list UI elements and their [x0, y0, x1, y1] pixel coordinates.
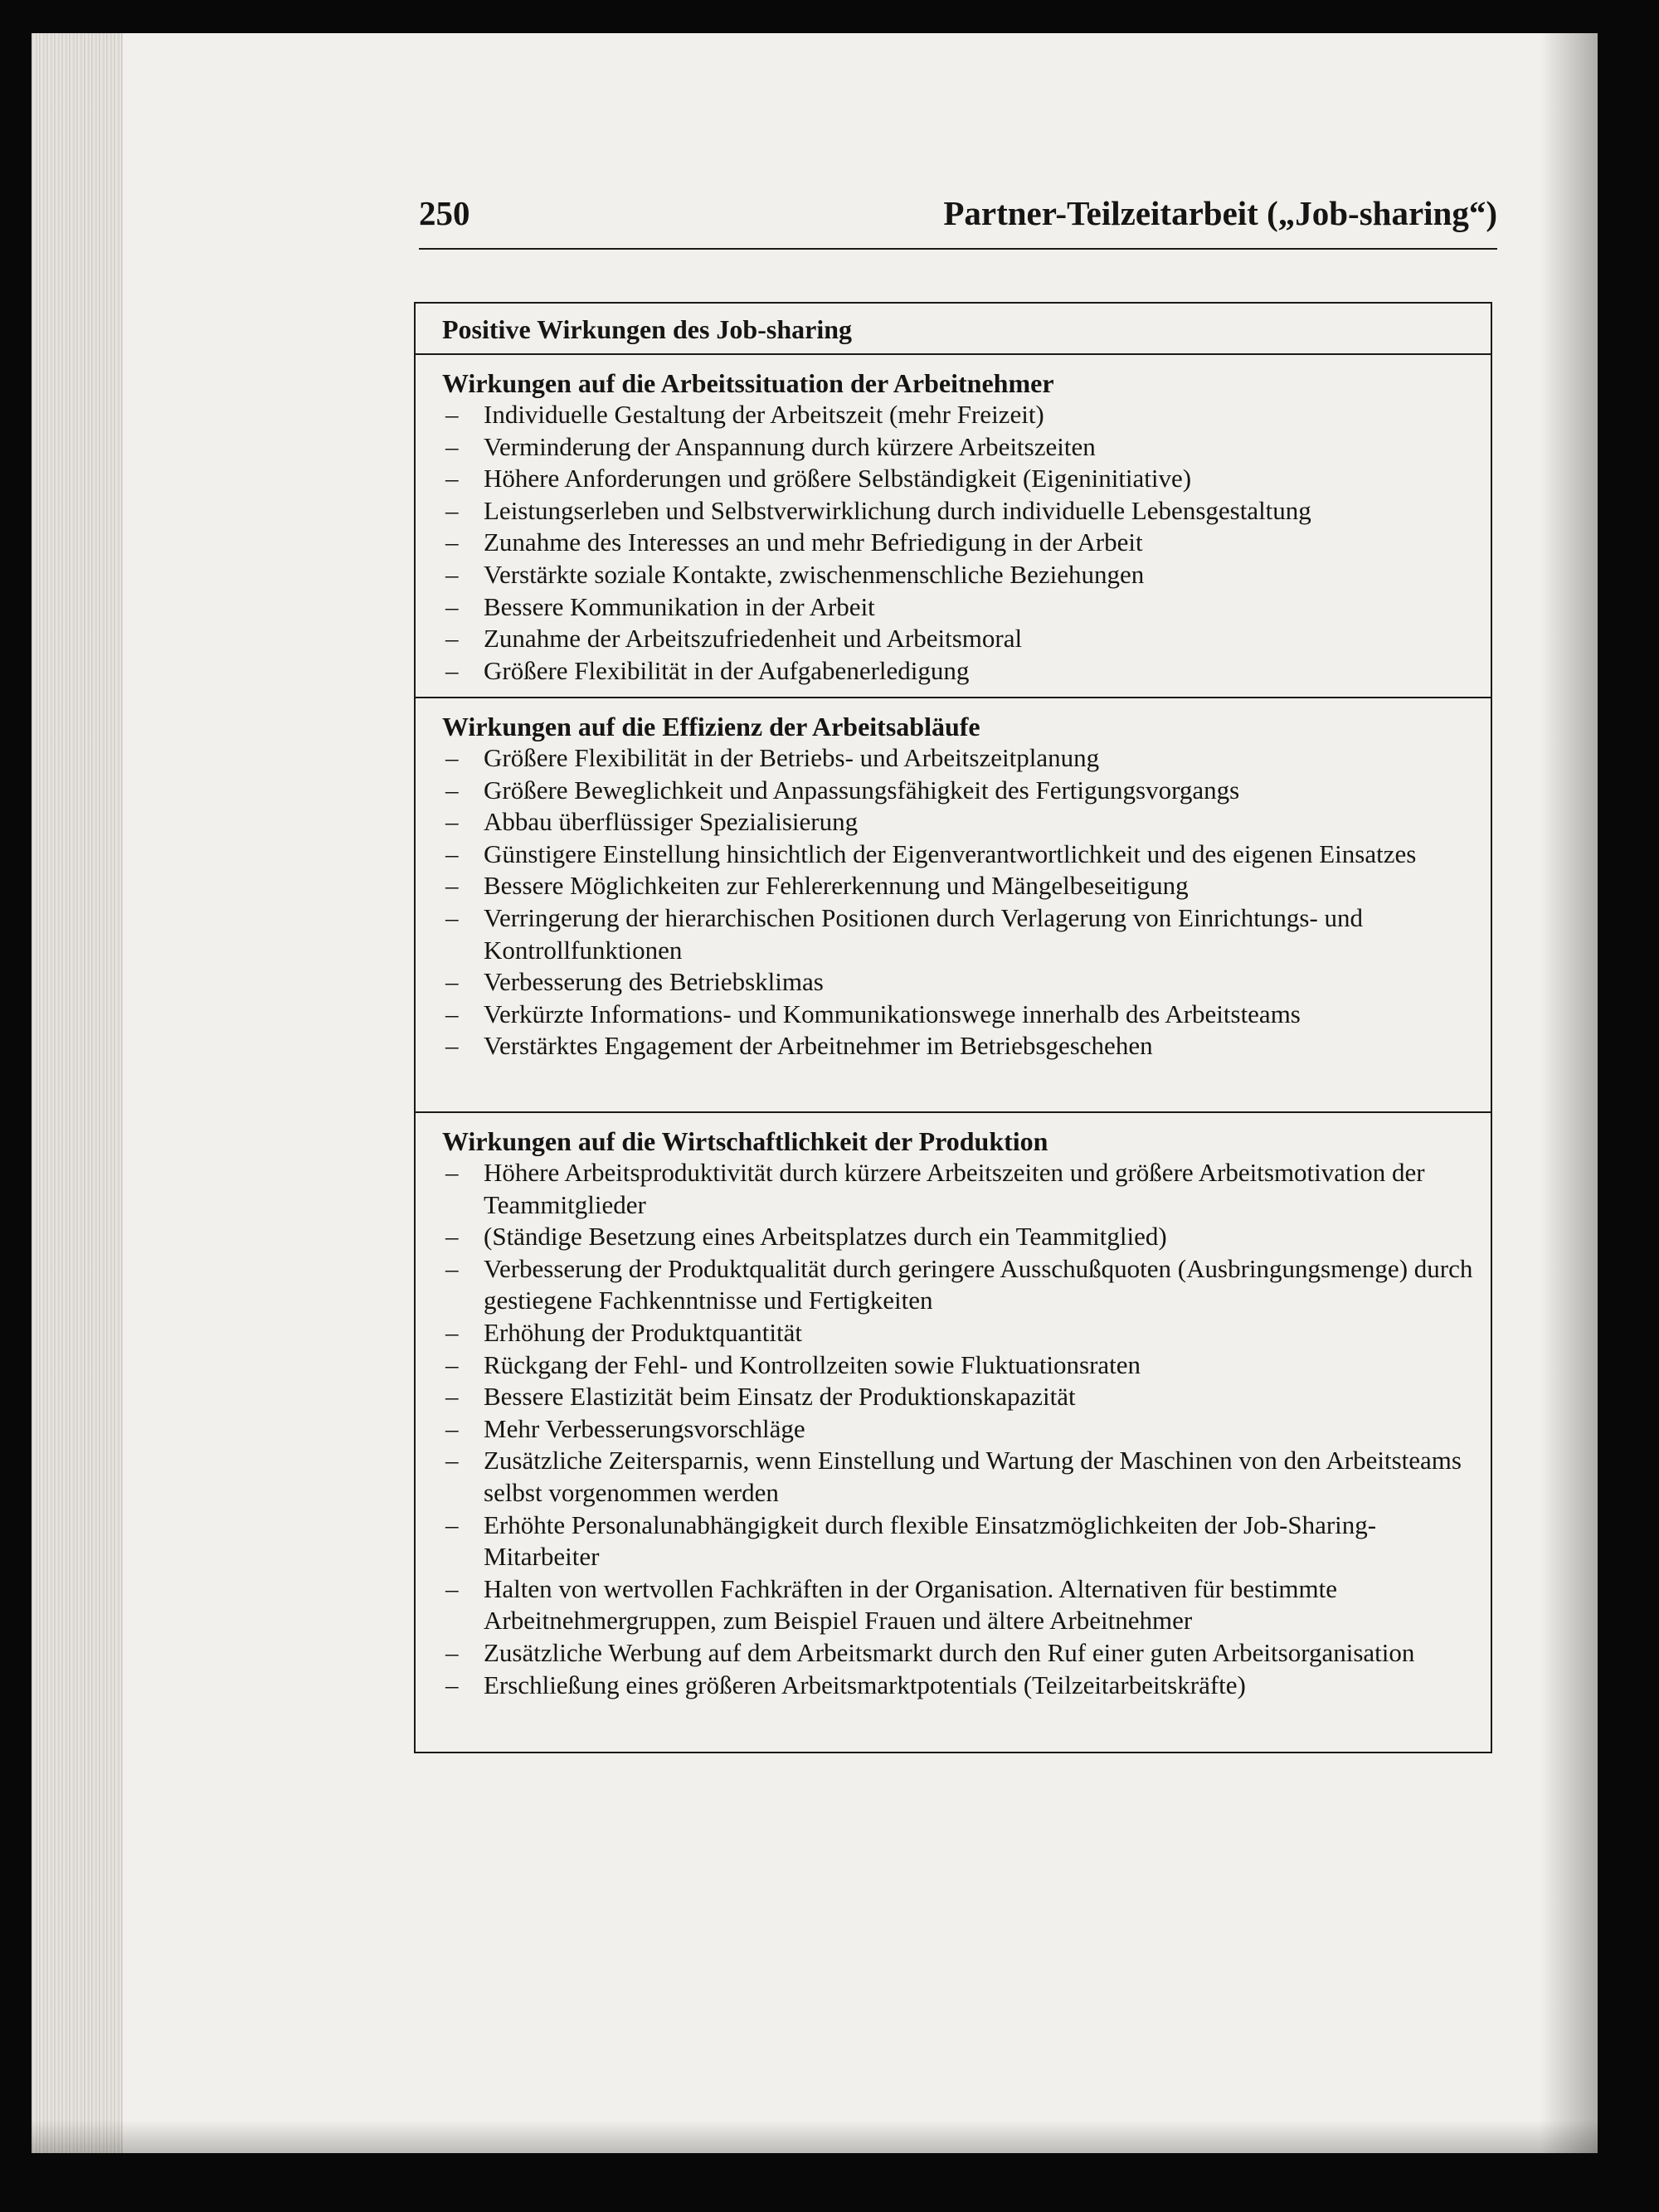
item-text: Verbesserung der Produktqualität durch geringere Ausschußquoten (Ausbringungsmenge) durch gestiegene Fachkenntnisse und Fertigkeiten: [484, 1253, 1473, 1315]
item-text: Rückgang der Fehl- und Kontrollzeiten sowie Fluktuationsraten: [484, 1349, 1141, 1379]
item-text: Zusätzliche Zeitersparnis, wenn Einstellung und Wartung der Maschinen von den Arbeitsteams selbst vorgenommen werden: [484, 1446, 1462, 1507]
item-text: Erhöhung der Produktquantität: [484, 1317, 802, 1347]
item-text: Mehr Verbesserungsvorschläge: [484, 1413, 805, 1443]
page-edges: [32, 33, 123, 2153]
list-item: [442, 1670, 1474, 1702]
dash-marker: –: [445, 1349, 459, 1379]
dash-marker: –: [445, 464, 459, 493]
dash-marker: –: [445, 1670, 459, 1699]
dash-marker: –: [445, 527, 459, 557]
list-item: [442, 1637, 1474, 1670]
section-efficiency: [416, 698, 1491, 1113]
bottom-edge-shadow: [32, 2120, 1598, 2153]
item-list: [442, 1157, 1474, 1701]
list-item: [442, 1030, 1474, 1062]
item-text: Höhere Arbeitsproduktivität durch kürzere Arbeitszeiten und größere Arbeitsmotivation der Teammitglieder: [484, 1158, 1425, 1219]
dash-marker: –: [445, 1031, 459, 1061]
list-item: [442, 839, 1474, 871]
gutter-shadow: [1540, 33, 1598, 2153]
list-item: [442, 1381, 1474, 1413]
list-item: [442, 527, 1474, 559]
list-item: [442, 775, 1474, 807]
item-list: [442, 399, 1474, 687]
item-text: Verringerung der hierarchischen Positionen durch Verlagerung von Einrichtungs- und Kontrollfunktionen: [484, 902, 1364, 965]
dash-marker: –: [445, 431, 459, 461]
dash-marker: –: [445, 775, 459, 805]
header-rule: [419, 248, 1497, 250]
list-item: [442, 559, 1474, 591]
list-item: [442, 1317, 1474, 1349]
dash-marker: –: [445, 1382, 459, 1412]
list-item: [442, 399, 1474, 431]
section-economy: [416, 1113, 1491, 1752]
section-title: Wirkungen auf die Effizienz der Arbeitsabläufe: [442, 712, 980, 741]
dash-marker: –: [445, 1317, 459, 1347]
list-item: [442, 870, 1474, 902]
item-text: Größere Flexibilität in der Betriebs- und Arbeitszeitplanung: [484, 743, 1100, 772]
list-item: [442, 1573, 1474, 1637]
list-item: [442, 1221, 1474, 1253]
dash-marker: –: [445, 839, 459, 868]
item-text: Leistungserleben und Selbstverwirklichung durch individuelle Lebensgestaltung: [484, 495, 1311, 525]
dash-marker: –: [445, 1253, 459, 1283]
effects-table: [414, 302, 1492, 1753]
list-item: [442, 742, 1474, 775]
item-text: Günstigere Einstellung hinsichtlich der Eigenverantwortlichkeit und des eigenen Einsatzes: [484, 839, 1417, 868]
running-title: Partner-Teilzeitarbeit („Job-sharing“): [943, 194, 1497, 232]
dash-marker: –: [445, 1222, 459, 1252]
list-item: [442, 999, 1474, 1031]
item-text: Größere Beweglichkeit und Anpassungsfähigkeit des Fertigungsvorgangs: [484, 775, 1240, 805]
dash-marker: –: [445, 999, 459, 1028]
running-head: [419, 189, 1497, 237]
dash-marker: –: [445, 902, 459, 932]
item-text: Erhöhte Personalunabhängigkeit durch flexible Einsatzmöglichkeiten der Job-Sharing-Mitarbeiter: [484, 1510, 1377, 1572]
list-item: [442, 1157, 1474, 1221]
dash-marker: –: [445, 1446, 459, 1475]
item-text: Größere Flexibilität in der Aufgabenerledigung: [484, 655, 970, 685]
list-item: [442, 1510, 1474, 1573]
dash-marker: –: [445, 807, 459, 837]
item-text: Verbesserung des Betriebsklimas: [484, 967, 824, 997]
list-item: [442, 902, 1474, 966]
list-item: [442, 431, 1474, 464]
list-item: [442, 806, 1474, 839]
list-item: [442, 623, 1474, 655]
list-item: [442, 966, 1474, 999]
item-text: Verkürzte Informations- und Kommunikationswege innerhalb des Arbeitsteams: [484, 999, 1301, 1028]
item-text: Abbau überflüssiger Spezialisierung: [484, 807, 859, 837]
list-item: [442, 655, 1474, 688]
item-text: Bessere Elastizität beim Einsatz der Produktionskapazität: [484, 1382, 1076, 1412]
dash-marker: –: [445, 591, 459, 621]
list-item: [442, 1253, 1474, 1317]
dash-marker: –: [445, 400, 459, 429]
dash-marker: –: [445, 743, 459, 772]
page-number: 250: [419, 194, 470, 232]
dash-marker: –: [445, 495, 459, 525]
list-item: [442, 495, 1474, 527]
dash-marker: –: [445, 1573, 459, 1603]
item-text: Höhere Anforderungen und größere Selbständigkeit (Eigeninitiative): [484, 464, 1192, 493]
item-text: Halten von wertvollen Fachkräften in der Organisation. Alternativen für bestimmte Arbeitnehmergruppen, zum Beispiel Frauen und ältere Arbeitnehmer: [484, 1573, 1338, 1636]
item-text: Bessere Kommunikation in der Arbeit: [484, 591, 875, 621]
item-text: Bessere Möglichkeiten zur Fehlererkennung und Mängelbeseitigung: [484, 871, 1189, 901]
dash-marker: –: [445, 655, 459, 685]
section-title: Wirkungen auf die Wirtschaftlichkeit der Produktion: [442, 1126, 1048, 1156]
dash-marker: –: [445, 1413, 459, 1443]
item-text: Zusätzliche Werbung auf dem Arbeitsmarkt durch den Ruf einer guten Arbeitsorganisation: [484, 1637, 1415, 1667]
section-work-situation: [416, 355, 1491, 698]
item-text: Verstärkte soziale Kontakte, zwischenmenschliche Beziehungen: [484, 559, 1145, 589]
dash-marker: –: [445, 559, 459, 589]
item-text: Erschließung eines größeren Arbeitsmarktpotentials (Teilzeitarbeitskräfte): [484, 1670, 1246, 1699]
item-text: Verminderung der Anspannung durch kürzere Arbeitszeiten: [484, 431, 1096, 461]
dash-marker: –: [445, 624, 459, 654]
item-text: Zunahme der Arbeitszufriedenheit und Arbeitsmoral: [484, 624, 1023, 654]
item-text: (Ständige Besetzung eines Arbeitsplatzes durch ein Teammitglied): [484, 1222, 1167, 1252]
dash-marker: –: [445, 1158, 459, 1187]
item-text: Zunahme des Interesses an und mehr Befriedigung in der Arbeit: [484, 527, 1143, 557]
item-text: Individuelle Gestaltung der Arbeitszeit (mehr Freizeit): [484, 400, 1044, 429]
item-text: Verstärktes Engagement der Arbeitnehmer im Betriebsgeschehen: [484, 1031, 1153, 1061]
list-item: [442, 1413, 1474, 1446]
list-item: [442, 591, 1474, 624]
list-item: [442, 463, 1474, 495]
list-item: [442, 1349, 1474, 1382]
dash-marker: –: [445, 1510, 459, 1539]
item-list: [442, 742, 1474, 1062]
dash-marker: –: [445, 871, 459, 901]
dash-marker: –: [445, 1637, 459, 1667]
table-title: Positive Wirkungen des Job-sharing: [416, 304, 1491, 355]
list-item: [442, 1445, 1474, 1509]
dash-marker: –: [445, 967, 459, 997]
section-title: Wirkungen auf die Arbeitssituation der Arbeitnehmer: [442, 368, 1054, 398]
